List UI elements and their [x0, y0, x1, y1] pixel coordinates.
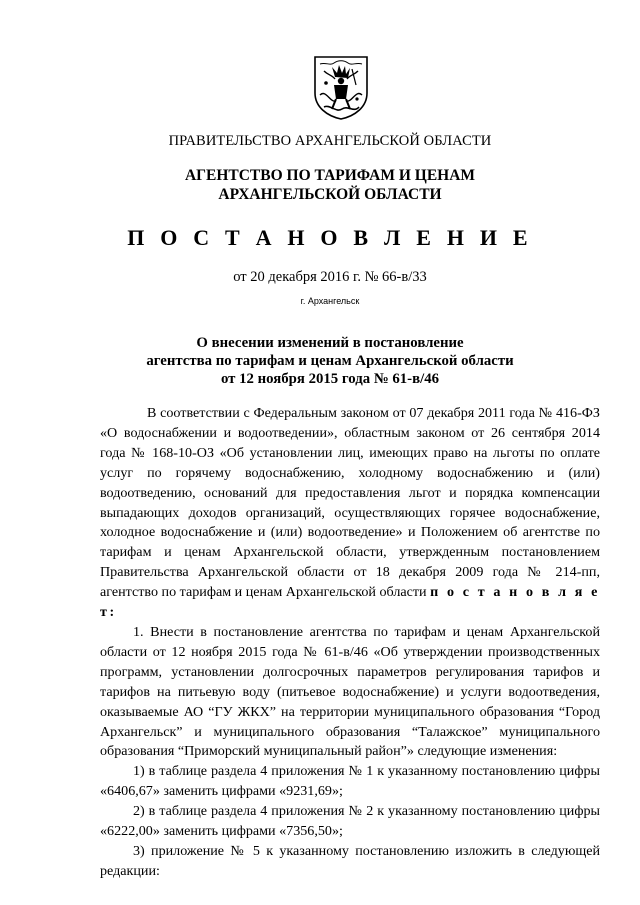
preamble-text: В соответствии с Федеральным законом от 07 декабря 2011 года № 416-ФЗ «О водоснабжении и водоотведении», областным законом от 26 сентября 2014 года № 168-10-ОЗ «Об установлении лиц, имеющих право на льготы по оплате услуг по горячему водоснабжению, холодному водоснабжению и (или) водоотведению, оснований для предоставления льгот и порядка компенсации выпадающих доходов организаций, осуществляющих горячее водоснабжение, холодное водоснабжение и (или) водоотведение» и Положением об агентстве по тарифам и ценам Архангельской области, утвержденным постановлением Правительства Архангельской области от 18 декабря 2009 года № 214-пп, агентство по тарифам и ценам Архангельской области [100, 405, 600, 601]
document-type-title: П О С Т А Н О В Л Е Н И Е [127, 225, 533, 250]
document-subject [60, 334, 600, 388]
document-city: г. Архангельск [300, 296, 360, 306]
decree-word: п о с т а н о в л я е т: [100, 584, 600, 621]
document-date-number: от 20 декабря 2016 г. № 66-в/33 [233, 269, 427, 285]
subject-line2: агентства по тарифам и ценам Архангельской области [146, 353, 514, 369]
subitem-1-paragraph: 1) в таблице раздела 4 приложения № 1 к указанному постановлению цифры «6406,67» заменить цифрами «9231,69»; [100, 763, 600, 800]
document-body [100, 404, 600, 882]
subject-line3: от 12 ноября 2015 года № 61-в/46 [220, 371, 440, 387]
agency-name-line2: АРХАНГЕЛЬСКОЙ ОБЛАСТИ [218, 186, 442, 203]
subitem-3-paragraph: 3) приложение № 5 к указанному постановлению изложить в следующей редакции: [100, 842, 600, 879]
agency-name-line1: АГЕНТСТВО ПО ТАРИФАМ И ЦЕНАМ [184, 167, 476, 184]
arkhangelsk-coat-of-arms-icon [312, 55, 370, 121]
subitem-2-paragraph: 2) в таблице раздела 4 приложения № 2 к указанному постановлению цифры «6222,00» заменить цифрами «7356,50»; [100, 803, 600, 840]
government-name: ПРАВИТЕЛЬСТВО АРХАНГЕЛЬСКОЙ ОБЛАСТИ [168, 133, 492, 149]
agency-name [60, 166, 600, 204]
subject-line1: О внесении изменений в постановление [196, 335, 464, 351]
preamble-paragraph [100, 404, 600, 623]
item-1-paragraph: 1. Внести в постановление агентства по тарифам и ценам Архангельской области от 12 ноября 2015 года № 61-в/46 «Об утверждении производственных программ, установлении долгосрочных параметров регулирования тарифов и тарифов на питьевую воду (питьевое водоснабжение) и услуги водоотведения, оказываемые АО “ГУ ЖКХ” на территории муниципального образования “Город Архангельск” и муниципального образования “Талажское” муниципального образования “Приморский муниципальный район”» следующие изменения: [100, 623, 600, 760]
